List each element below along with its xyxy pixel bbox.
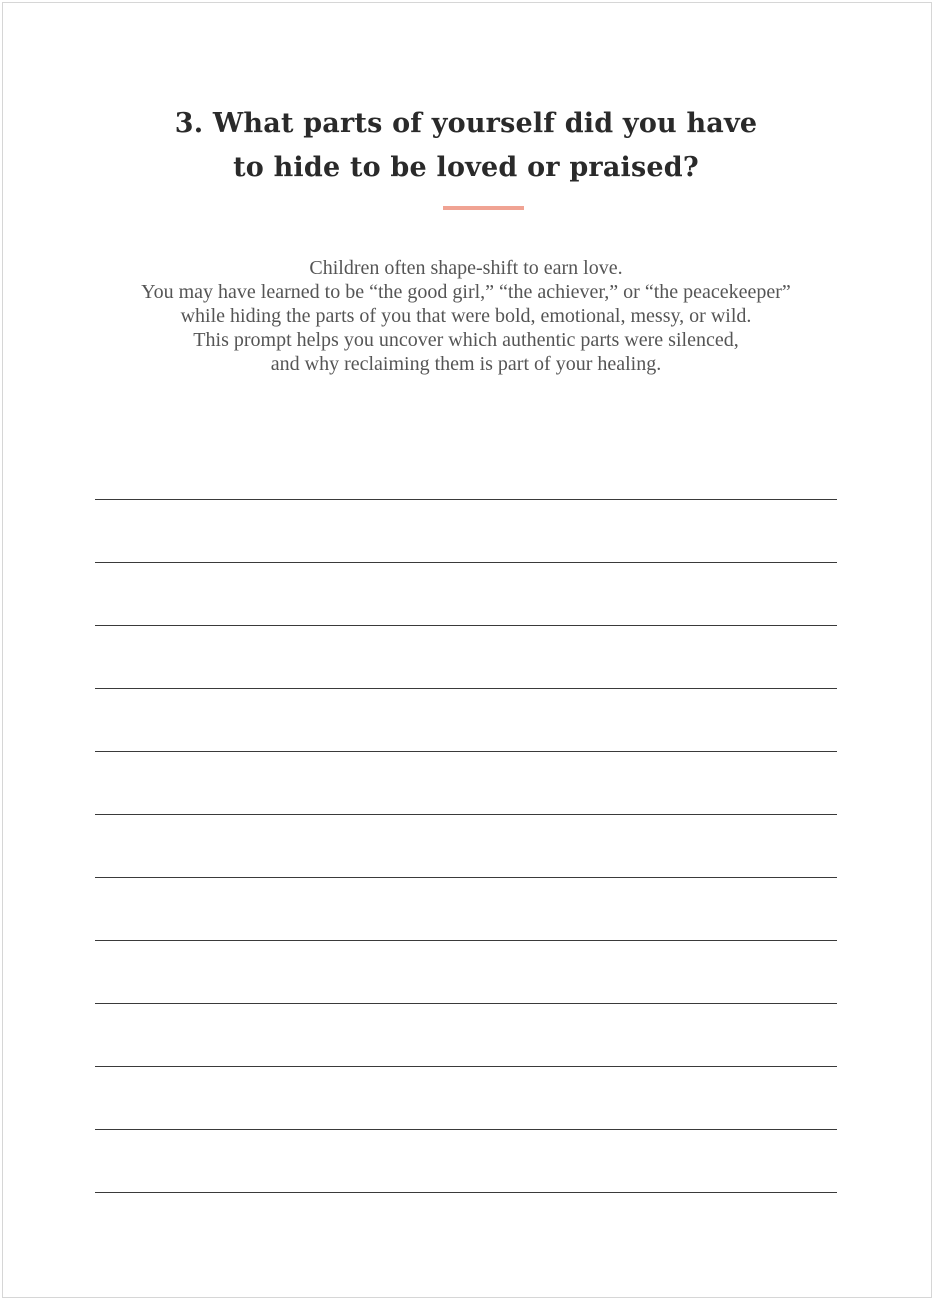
writing-line[interactable] — [95, 688, 837, 689]
page-title — [0, 102, 934, 190]
journal-page — [2, 2, 932, 1298]
prompt-description — [0, 256, 934, 376]
description-line-4: This prompt helps you uncover which authentic parts were silenced, — [193, 329, 739, 351]
writing-line[interactable] — [95, 1003, 837, 1004]
writing-line[interactable] — [95, 877, 837, 878]
writing-line[interactable] — [95, 814, 837, 815]
description-line-1: Children often shape-shift to earn love. — [309, 257, 623, 279]
writing-line[interactable] — [95, 940, 837, 941]
description-line-2: You may have learned to be “the good girl,” “the achiever,” or “the peacekeeper” — [141, 281, 791, 303]
writing-line[interactable] — [95, 1066, 837, 1067]
writing-line[interactable] — [95, 1192, 837, 1193]
accent-divider — [443, 206, 524, 210]
title-line-1: 3. What parts of yourself did you have — [174, 108, 758, 140]
description-line-3: while hiding the parts of you that were bold, emotional, messy, or wild. — [180, 305, 752, 327]
description-line-5: and why reclaiming them is part of your healing. — [270, 353, 662, 375]
writing-line[interactable] — [95, 1129, 837, 1130]
writing-line[interactable] — [95, 625, 837, 626]
writing-line[interactable] — [95, 499, 837, 500]
writing-line[interactable] — [95, 562, 837, 563]
writing-line[interactable] — [95, 751, 837, 752]
title-line-2: to hide to be loved or praised? — [233, 152, 699, 184]
